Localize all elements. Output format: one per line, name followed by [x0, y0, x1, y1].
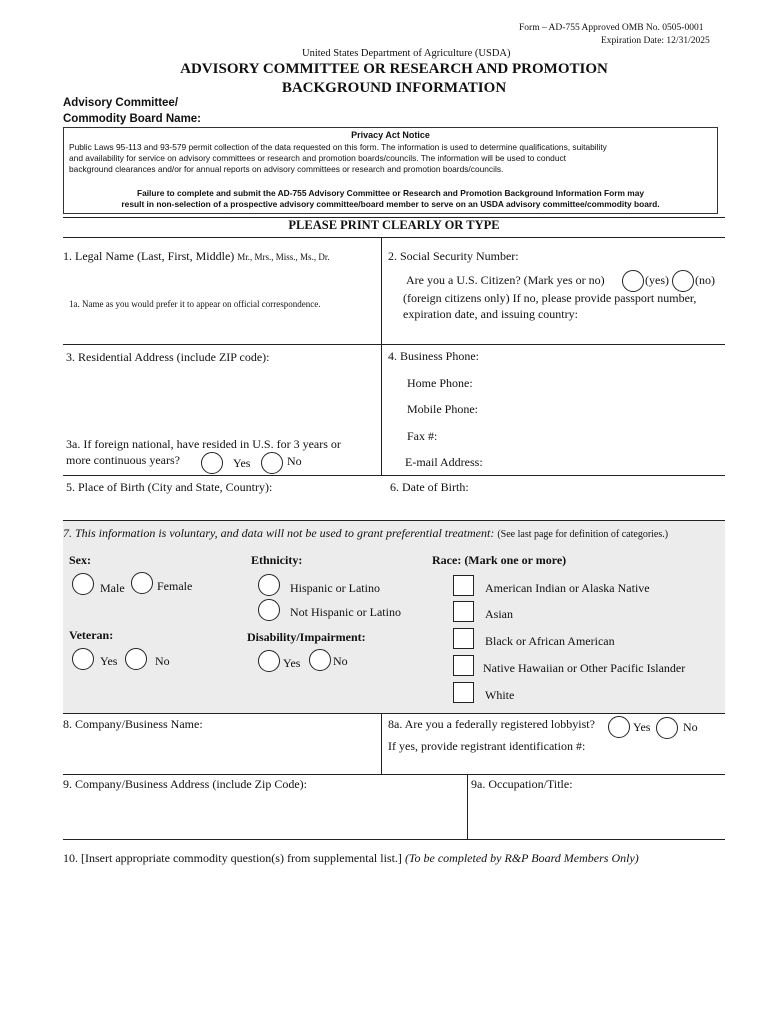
- race-checkbox-white[interactable]: [453, 682, 474, 703]
- race-label-american-indian: American Indian or Alaska Native: [485, 581, 650, 595]
- disability-yes-label: Yes: [283, 656, 301, 670]
- commodity-question: 10. [Insert appropriate commodity question(s) from supplemental list.] (To be completed by R&P Board Members Only): [63, 851, 639, 865]
- foreign-yes-radio[interactable]: [201, 452, 223, 474]
- not-hispanic-radio[interactable]: [258, 599, 280, 621]
- disability-no-label: No: [333, 654, 348, 668]
- race-label-pacific-islander: Native Hawaiian or Other Pacific Islander: [483, 661, 686, 675]
- form-title-line-2: BACKGROUND INFORMATION: [281, 80, 507, 96]
- foreign-national-line-1: 3a. If foreign national, have resided in U.S. for 3 years or: [66, 437, 341, 451]
- sex-label: Sex:: [69, 553, 91, 567]
- legal-name-label: 1. Legal Name (Last, First, Middle) Mr., Mrs., Miss., Ms., Dr.: [63, 249, 330, 263]
- race-label-asian: Asian: [485, 607, 513, 621]
- ethnicity-label: Ethnicity:: [251, 553, 303, 567]
- foreign-yes-label: Yes: [233, 456, 251, 470]
- disability-no-radio[interactable]: [309, 649, 331, 671]
- lobbyist-no-label: No: [683, 720, 698, 734]
- form-title-line-1: ADVISORY COMMITTEE OR RESEARCH AND PROMOTION: [180, 61, 608, 77]
- lobbyist-id-label: If yes, provide registrant identification #:: [388, 739, 586, 753]
- lobbyist-question: 8a. Are you a federally registered lobbyist?: [388, 717, 595, 731]
- lobbyist-no-radio[interactable]: [656, 717, 678, 739]
- board-label-line-2: Commodity Board Name:: [63, 113, 202, 125]
- ssn-label: 2. Social Security Number:: [388, 249, 519, 263]
- race-checkbox-black[interactable]: [453, 628, 474, 649]
- business-phone-label: 4. Business Phone:: [388, 349, 480, 363]
- birthplace-label: 5. Place of Birth (City and State, Country):: [66, 480, 273, 494]
- citizen-no-label: (no): [695, 273, 715, 287]
- veteran-no-label: No: [155, 654, 170, 668]
- female-label: Female: [157, 579, 193, 593]
- expiration-date: Expiration Date: 12/31/2025: [601, 36, 710, 46]
- divider: [467, 774, 468, 839]
- foreign-no-radio[interactable]: [261, 452, 283, 474]
- hispanic-radio[interactable]: [258, 574, 280, 596]
- form-number: Form – AD-755 Approved OMB No. 0505-0001: [519, 23, 704, 33]
- fax-label: Fax #:: [407, 429, 438, 443]
- foreign-no-label: No: [287, 454, 302, 468]
- veteran-no-radio[interactable]: [125, 648, 147, 670]
- citizen-yes-label: (yes): [645, 273, 669, 287]
- veteran-yes-radio[interactable]: [72, 648, 94, 670]
- department-name: United States Department of Agriculture (USDA): [302, 48, 511, 59]
- female-radio[interactable]: [131, 572, 153, 594]
- divider: [63, 344, 725, 345]
- address-label: 3. Residential Address (include ZIP code):: [66, 350, 270, 364]
- divider: [63, 774, 725, 775]
- divider: [381, 344, 382, 475]
- citizen-note-line-2: expiration date, and issuing country:: [403, 307, 578, 321]
- home-phone-label: Home Phone:: [407, 376, 473, 390]
- veteran-yes-label: Yes: [100, 654, 118, 668]
- race-label-white: White: [485, 688, 515, 702]
- disability-yes-radio[interactable]: [258, 650, 280, 672]
- lobbyist-yes-radio[interactable]: [608, 716, 630, 738]
- privacy-body-1: Public Laws 95-113 and 93-579 permit collection of the data requested on this form. The information is used to determine qualifications, suitability: [69, 142, 607, 152]
- board-label-line-1: Advisory Committee/: [63, 97, 179, 109]
- not-hispanic-label: Not Hispanic or Latino: [290, 605, 401, 619]
- male-label: Male: [100, 581, 125, 595]
- company-name-label: 8. Company/Business Name:: [63, 717, 203, 731]
- citizen-no-radio[interactable]: [672, 270, 694, 292]
- dob-label: 6. Date of Birth:: [390, 480, 469, 494]
- hispanic-label: Hispanic or Latino: [290, 581, 380, 595]
- email-label: E-mail Address:: [405, 455, 483, 469]
- privacy-act-notice: [63, 127, 718, 214]
- citizen-note-line-1: (foreign citizens only) If no, please provide passport number,: [403, 291, 697, 305]
- divider: [63, 713, 725, 714]
- occupation-label: 9a. Occupation/Title:: [471, 777, 573, 791]
- divider: [63, 520, 725, 521]
- race-checkbox-american-indian[interactable]: [453, 575, 474, 596]
- race-label-black: Black or African American: [485, 634, 615, 648]
- divider: [381, 713, 382, 774]
- male-radio[interactable]: [72, 573, 94, 595]
- privacy-warning-2: result in non-selection of a prospective advisory committee/board member to serve on an USDA advisory committee/commodity board.: [121, 199, 660, 209]
- divider: [63, 839, 725, 840]
- print-clearly-heading: PLEASE PRINT CLEARLY OR TYPE: [288, 218, 500, 232]
- privacy-warning-1: Failure to complete and submit the AD-755 Advisory Committee or Research and Promotion Background Information Form may: [136, 188, 645, 198]
- preferred-name-label: 1a. Name as you would prefer it to appear on official correspondence.: [69, 299, 321, 309]
- privacy-body-3: background clearances and/or for annual reports on advisory committees or research and promotion boards/councils.: [69, 164, 504, 174]
- race-checkbox-asian[interactable]: [453, 601, 474, 622]
- disability-label: Disability/Impairment:: [247, 630, 366, 644]
- divider: [63, 237, 725, 238]
- divider: [381, 237, 382, 344]
- lobbyist-yes-label: Yes: [633, 720, 651, 734]
- company-address-label: 9. Company/Business Address (include Zip Code):: [63, 777, 307, 791]
- divider: [63, 475, 725, 476]
- veteran-label: Veteran:: [69, 628, 114, 642]
- citizen-yes-radio[interactable]: [622, 270, 644, 292]
- race-checkbox-pacific-islander[interactable]: [453, 655, 474, 676]
- mobile-phone-label: Mobile Phone:: [407, 402, 478, 416]
- privacy-body-2: and availability for service on advisory committees or research and promotion boards/councils. The information will be used to conduct: [69, 153, 567, 163]
- voluntary-intro: 7. This information is voluntary, and data will not be used to grant preferential treatment: (See last page for definition of categories.): [63, 526, 669, 540]
- privacy-heading: Privacy Act Notice: [351, 130, 430, 140]
- foreign-national-line-2: more continuous years?: [66, 453, 180, 467]
- race-label: Race: (Mark one or more): [432, 553, 567, 567]
- citizen-question: Are you a U.S. Citizen? (Mark yes or no): [406, 273, 605, 287]
